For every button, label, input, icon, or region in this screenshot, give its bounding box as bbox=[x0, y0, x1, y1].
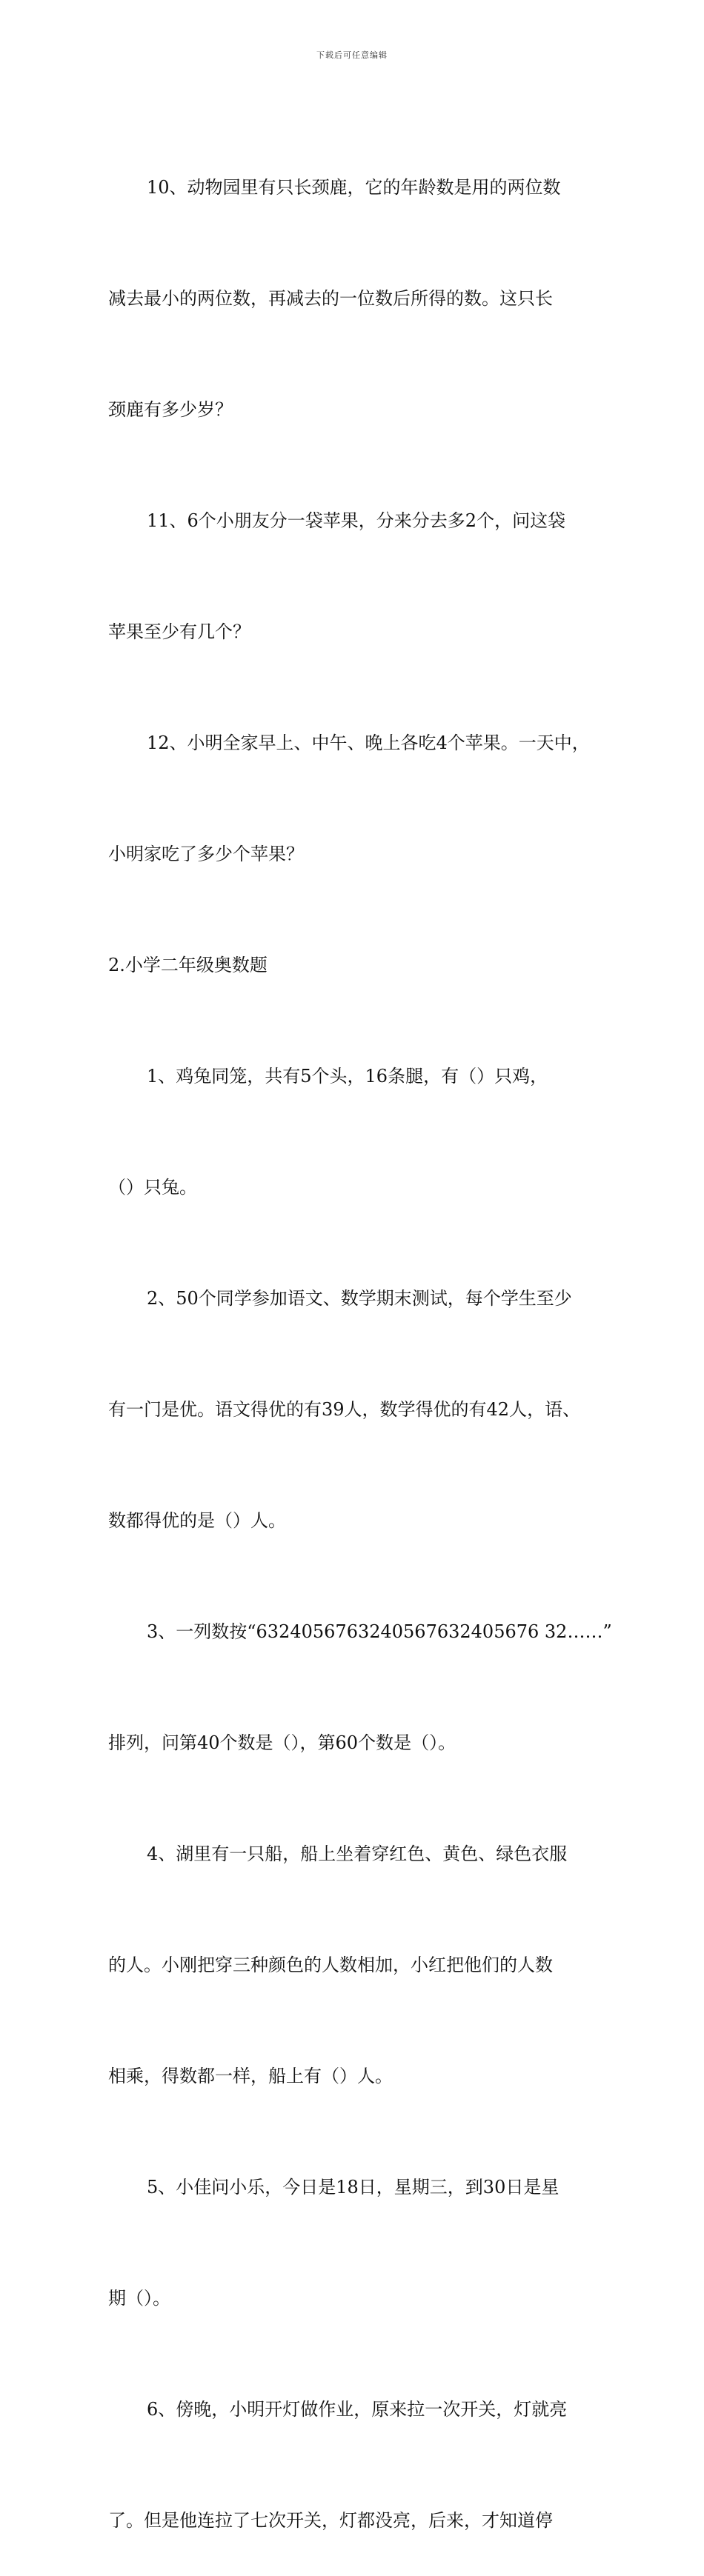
text-line: 的人。小刚把穿三种颜色的人数相加，小红把他们的人数 bbox=[108, 1955, 553, 1975]
text-line: 1、鸡兔同笼，共有5个头，16条腿，有（）只鸡， bbox=[147, 1066, 548, 1087]
text-line: 减去最小的两位数，再减去的一位数后所得的数。这只长 bbox=[108, 288, 553, 309]
text-line: （）只兔。 bbox=[108, 1177, 197, 1198]
text-line: 4、湖里有一只船，船上坐着穿红色、黄色、绿色衣服 bbox=[147, 1843, 568, 1864]
document-body bbox=[108, 95, 612, 2576]
text-line: 有一门是优。语文得优的有39人，数学得优的有42人，语、 bbox=[108, 1399, 581, 1420]
text-line: 期（）。 bbox=[108, 2288, 170, 2309]
text-line: 11、6个小朋友分一袋苹果，分来分去多2个，问这袋 bbox=[147, 510, 566, 531]
text-line: 排列，问第40个数是（），第60个数是（）。 bbox=[108, 1732, 456, 1753]
text-line: 数都得优的是（）人。 bbox=[108, 1510, 286, 1531]
text-line: 10、动物园里有只长颈鹿，它的年龄数是用的两位数 bbox=[147, 177, 561, 198]
text-line: 3、一列数按“6324056763240567632405676 32……” bbox=[147, 1621, 612, 1642]
page-header-note: 下载后可任意编辑 bbox=[316, 50, 388, 60]
text-line: 6、傍晚，小明开灯做作业，原来拉一次开关，灯就亮 bbox=[147, 2399, 568, 2420]
section-heading: 2.小学二年级奥数题 bbox=[108, 955, 268, 975]
text-line: 相乘，得数都一样，船上有（）人。 bbox=[108, 2066, 393, 2086]
text-line: 5、小佳问小乐，今日是18日，星期三，到30日是星 bbox=[147, 2177, 559, 2198]
text-line: 小明家吃了多少个苹果？ bbox=[108, 844, 304, 864]
text-line: 2、50个同学参加语文、数学期末测试，每个学生至少 bbox=[147, 1288, 572, 1309]
text-line: 了。但是他连拉了七次开关，灯都没亮，后来，才知道停 bbox=[108, 2510, 553, 2531]
text-line: 苹果至少有几个？ bbox=[108, 621, 250, 642]
text-line: 12、小明全家早上、中午、晚上各吃4个苹果。一天中， bbox=[147, 733, 590, 753]
text-line: 颈鹿有多少岁？ bbox=[108, 399, 233, 420]
